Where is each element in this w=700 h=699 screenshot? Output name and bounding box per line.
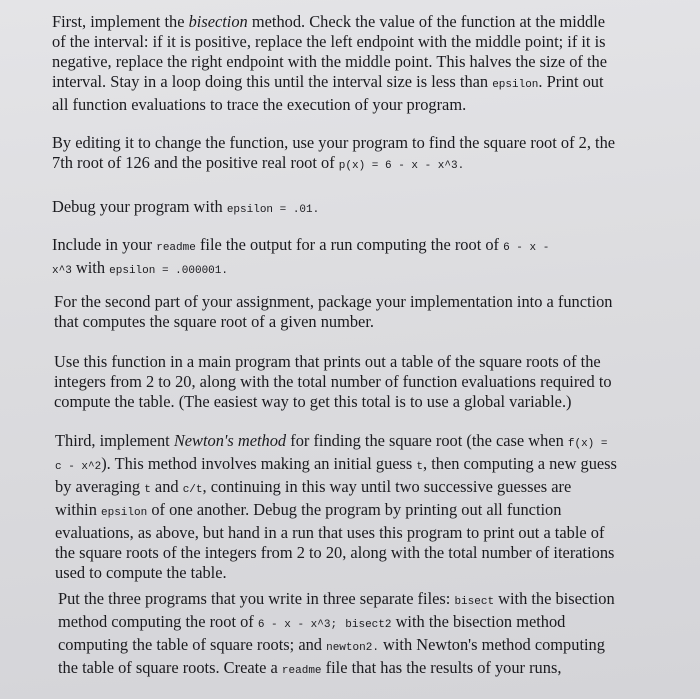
paragraph-main-program: Use this function in a main program that prints out a table of the square roots of the integers from 2 to 20, along with the total number of function evaluations required to compute the table. (The easiest way to get this total is to use a global variable.) [54, 352, 612, 411]
paragraph-second-part: For the second part of your assignment, package your implementation into a function that computes the square root of a given number. [54, 292, 613, 331]
paragraph-edit-function: By editing it to change the function, use your program to find the square root of 2, the 7th root of 126 and the positive real root of p(x) = 6 - x - x^3. [52, 133, 616, 172]
paragraph-bisection-intro: First, implement the bisection method. Check the value of the function at the middle of the interval: if it is positive, replace the left endpoint with the middle point; if it is negative, replace the right endpoint with the middle point. This halves the size of the interval. Stay in a loop doing this until the interval size is less than epsilon. Print out all function evaluations to trace the execution of your program. [52, 12, 608, 114]
paragraph-debug: Debug your program with epsilon = .01. [52, 197, 320, 216]
paragraph-newton-method: Third, implement Newton's method for finding the square root (the case when f(x) = c - x^2). This method involves making an initial guess t, then computing a new guess by averaging t and c/t, continuing in this way until two successive guesses are within epsilon of one another. Debug the program by printing out all function evaluations, as above, but hand in a run that uses this program to print out a table of the square roots of the integers from 2 to 20, along with the total number of iterations used to compute the table. [55, 431, 617, 582]
paragraph-readme-output: Include in your readme file the output for a run computing the root of 6 - x - x^3 with epsilon = .000001. [52, 235, 550, 277]
paragraph-three-programs: Put the three programs that you write in three separate files: bisect with the bisection method computing the root of 6 - x - x^3; bisect2 with the bisection method computing the table of square roots; and newton2. with Newton's method computing the table of square roots. Create a readme file that has the results of your runs, [58, 589, 615, 677]
